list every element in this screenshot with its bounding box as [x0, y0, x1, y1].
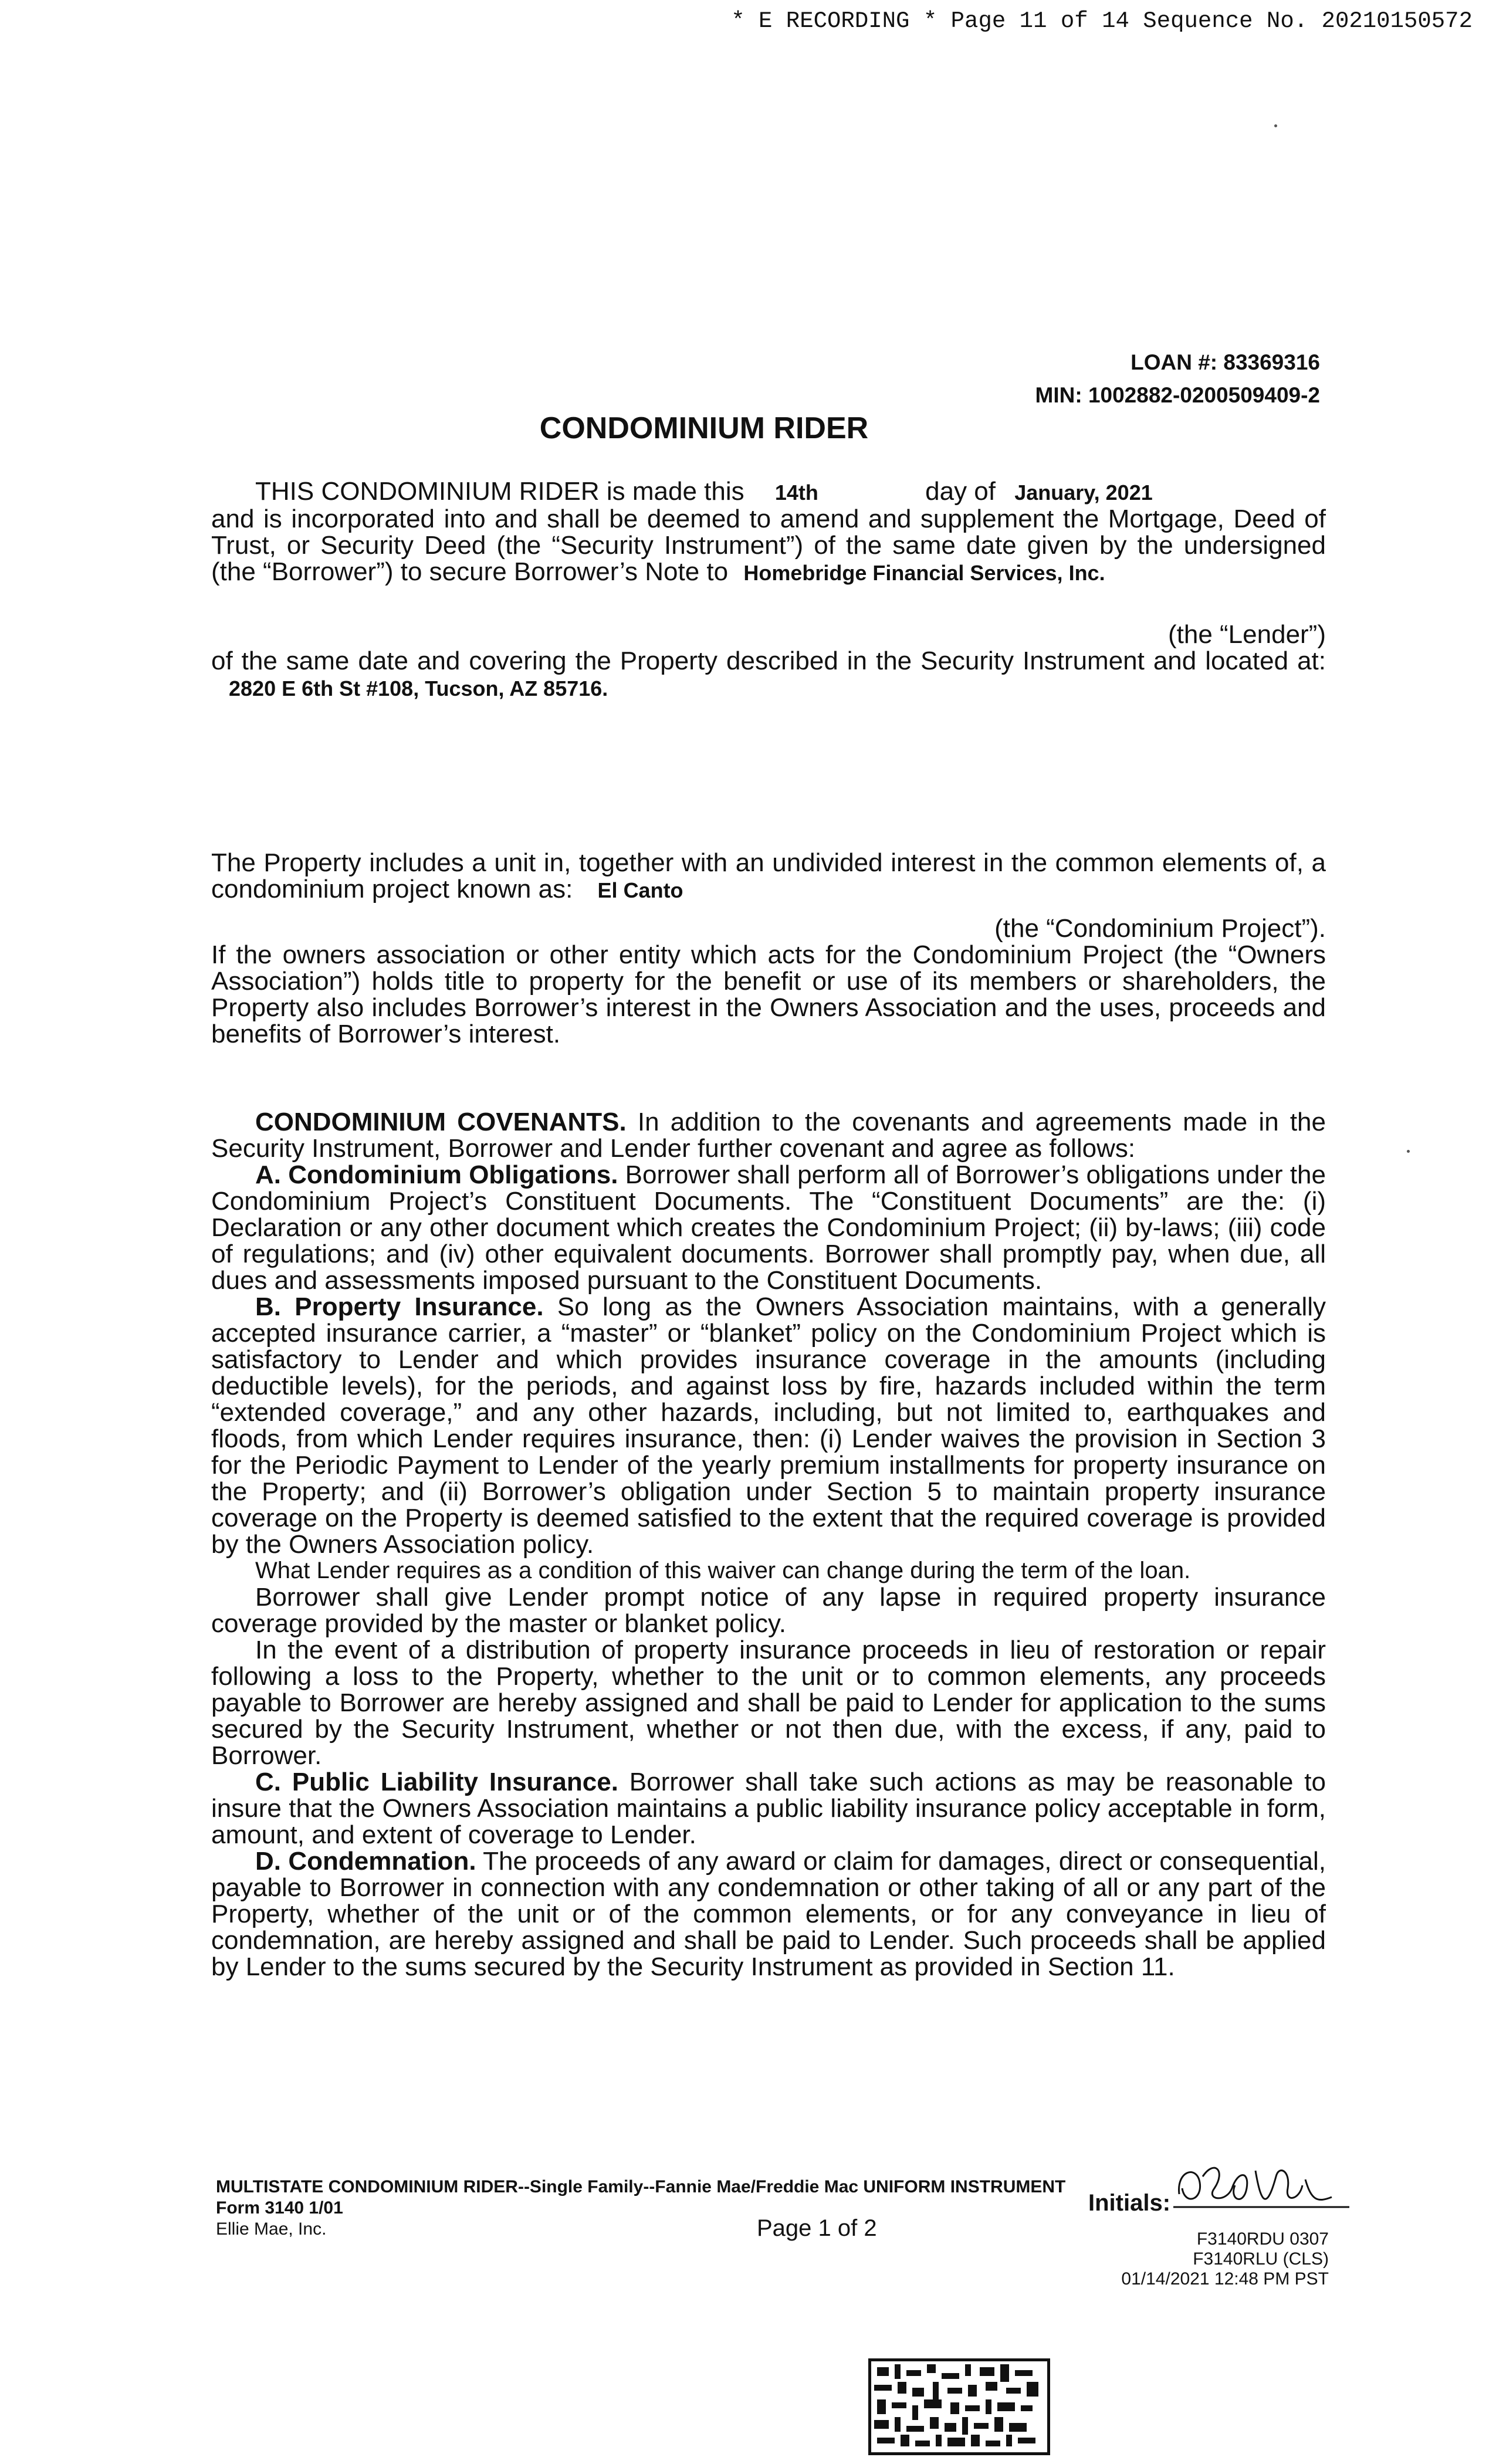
intro-body: and is incorporated into and shall be deemed to amend and supplement the Mortgage, Deed of Trust, or Security Deed (the “Security Instrument”) of the same date given by the undersigned (the “Borrower”) to secure Borrower’s Note to [211, 505, 1326, 586]
min-number: MIN: 1002882-0200509409-2 [1035, 383, 1320, 407]
month-year-value: January, 2021 [1014, 480, 1153, 505]
print-timestamp: 01/14/2021 12:48 PM PST [1121, 2269, 1329, 2289]
project-name: El Canto [597, 878, 683, 902]
form-title-bold: MULTISTATE CONDOMINIUM RIDER [216, 2177, 518, 2196]
form-code-1: F3140RDU 0307 [1196, 2229, 1329, 2249]
property-location-text: of the same date and covering the Property described in the Security Instrument and located at: [211, 647, 1326, 675]
section-b-notice: Borrower shall give Lender prompt notice of any lapse in required property insurance coverage provided by the master or blanket policy. [211, 1583, 1326, 1638]
section-a-text: Borrower shall perform all of Borrower’s obligations under the Condominium Project’s Constituent Documents. The “Constituent Documents” are the: (i) Declaration or any other document which creates the Condominium Project; (ii) by-laws; (iii) code of regulations; and (iv) other equivalent documents. Borrower shall promptly pay, when due, all dues and assessments imposed pursuant to the Constituent Documents. [211, 1160, 1326, 1295]
day-value: 14th [774, 480, 818, 505]
form-title-rest: --Single Family--Fannie Mae/Freddie Mac UNIFORM INSTRUMENT [517, 2177, 1066, 2196]
day-of-label: day of [925, 477, 996, 506]
page-number: Page 1 of 2 [757, 2215, 877, 2241]
section-c-heading: C. Public Liability Insurance. [255, 1768, 618, 1796]
project-tag: (the “Condominium Project”). [994, 914, 1326, 943]
section-b-distribution: In the event of a distribution of property insurance proceeds in lieu of restoration or repair following a loss to the Property, whether to the unit or to common elements, any proceeds payable to Borrower are hereby assigned and shall be paid to Lender for application to the sums secured by the Security Instrument, whether or not then due, with the excess, if any, paid to Borrower. [211, 1636, 1326, 1770]
loan-info [1035, 346, 1320, 412]
form-number: Form 3140 1/01 [216, 2198, 343, 2218]
vendor-name: Ellie Mae, Inc. [216, 2219, 327, 2239]
section-b-waiver-note: What Lender requires as a condition of this waiver can change during the term of the loan. [255, 1558, 1191, 1583]
initials-label: Initials: [1088, 2190, 1171, 2216]
scan-speck [1407, 1150, 1410, 1153]
lender-tag: (the “Lender”) [1167, 620, 1326, 649]
section-b-text: So long as the Owners Association maintains, with a generally accepted insurance carrier, a “master” or “blanket” policy on the Condominium Project which is satisfactory to Lender and which provides insurance coverage in the amounts (including deductible levels), for the periods, and against loss by fire, hazards included within the term “extended coverage,” and any other hazards, including, but not limited to, earthquakes and floods, from which Lender requires insurance, then: (i) Lender waives the provision in Section 3 for the Periodic Payment to Lender of the yearly premium installments for property insurance on the Property; and (ii) Borrower’s obligation under Section 5 to maintain property insurance coverage on the Property is deemed satisfied to the extent that the required coverage is provided by the Owners Association policy. [211, 1292, 1326, 1559]
loan-number: LOAN #: 83369316 [1131, 350, 1320, 374]
owners-association-text: If the owners association or other entity which acts for the Condominium Project (the “Owners Association”) holds title to property for the benefit or use of its members or shareholders, the Property also includes Borrower’s interest in the Owners Association and the uses, proceeds and benefits of Borrower’s interest. [211, 940, 1326, 1048]
scan-speck [1274, 124, 1277, 127]
property-address: 2820 E 6th St #108, Tucson, AZ 85716. [229, 676, 608, 700]
lender-name: Homebridge Financial Services, Inc. [743, 561, 1105, 585]
barcode-2d [868, 2358, 1050, 2455]
covenants-section [211, 1109, 1326, 1980]
covenants-heading: CONDOMINIUM COVENANTS. [255, 1108, 627, 1136]
section-c-text: Borrower shall take such actions as may be reasonable to insure that the Owners Association maintains a public liability insurance policy acceptable in form, amount, and extent of coverage to Lender. [211, 1768, 1326, 1849]
section-a-heading: A. Condominium Obligations. [255, 1160, 618, 1189]
project-intro: The Property includes a unit in, together with an undivided interest in the common elements of, a condominium project known as: [211, 848, 1326, 903]
form-code-2: F3140RLU (CLS) [1193, 2249, 1329, 2269]
project-section [211, 849, 1326, 1047]
section-b-heading: B. Property Insurance. [255, 1292, 544, 1321]
intro-section [211, 478, 1326, 702]
recording-header: * E RECORDING * Page 11 of 14 Sequence No. 20210150572 [731, 8, 1473, 34]
section-d-heading: D. Condemnation. [255, 1847, 476, 1876]
page-title: CONDOMINIUM RIDER [539, 411, 869, 445]
form-codes [1121, 2229, 1329, 2289]
initials-signature [1173, 2153, 1349, 2218]
intro-lead: THIS CONDOMINIUM RIDER is made this [255, 477, 744, 506]
form-footer [216, 2177, 1065, 2240]
section-d-text: The proceeds of any award or claim for damages, direct or consequential, payable to Borrower in connection with any condemnation or other taking of all or any part of the Property, whether of the unit or of the common elements, or for any conveyance in lieu of condemnation, are hereby assigned and shall be paid to Lender. Such proceeds shall be applied by Lender to the sums secured by the Security Instrument as provided in Section 11. [211, 1847, 1326, 1981]
covenants-intro: In addition to the covenants and agreements made in the Security Instrument, Borrower and Lender further covenant and agree as follows: [211, 1108, 1326, 1163]
